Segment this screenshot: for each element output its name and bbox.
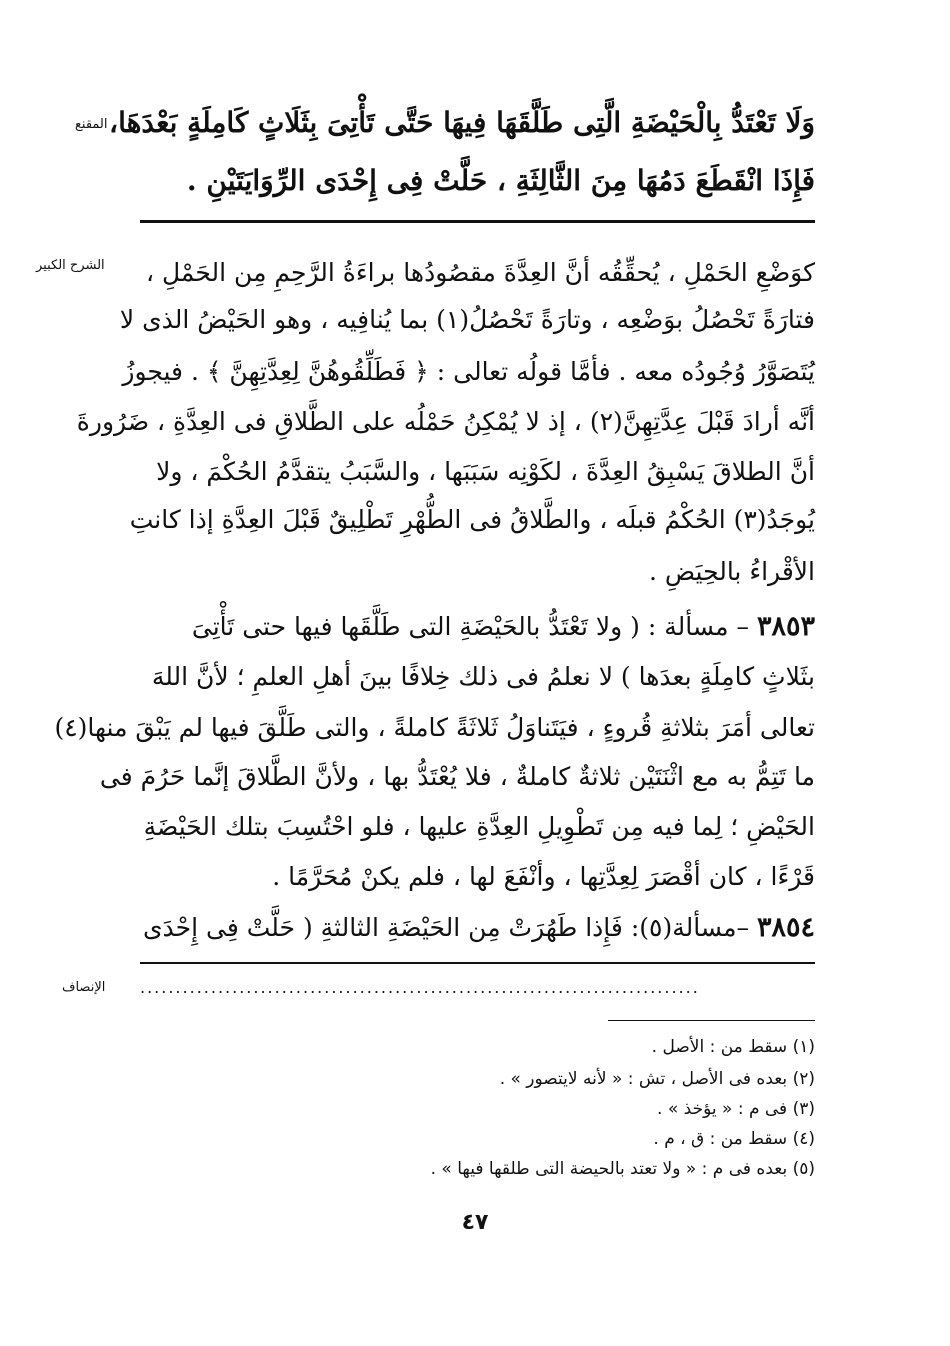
masala-3853-line-6: قَرْءًا ، كان أقْصَرَ لِعِدَّتِها ، وأنْفَعَ لها ، فلم يكنْ مُحَرَّمًا . [272,862,815,891]
sharh-line-3: يُتَصَوَّرُ وُجُودُه معه . فأمَّا قولُه تعالى : ﴿ فَطَلِّقُوهُنَّ لِعِدَّتِهِنَّ ﴾ . فيجوزُ [122,357,815,386]
label-insaf: الإنصاف [62,980,106,995]
sharh-line-6: يُوجَدُ(٣) الحُكْمُ قبلَه ، والطَّلاقُ فى الطُّهْرِ تَطْلِيقٌ قَبْلَ العِدَّةِ إذا كانتِ [129,505,815,534]
footnote-5: (٥) بعده فى م : « ولا تعتد بالحيضة التى طلقها فيها » . [430,1159,815,1179]
footnote-3: (٣) فى م : « يؤخذ » . [657,1099,815,1119]
masala-3853-number: ٣٨٥٣ [756,611,815,642]
footnote-2: (٢) بعده فى الأصل ، تش : « لأنه لايتصور » . [499,1069,815,1089]
label-sharh-kabir: الشرح الكبير [36,258,105,273]
masala-3854-text: –مسألة(٥): فَإِذا طَهُرَتْ مِن الحَيْضَةِ الثالثةِ ( حَلَّتْ فِى إِحْدَى [142,913,750,942]
masala-3853-line-3: تعالى أمَرَ بثلاثةِ قُروءٍ ، فيَتَناوَلُ ثَلاثَةً كاملةً ، والتى طَلَّقَ فيها لم يَبْقَ منها(٤) [54,713,815,742]
masala-3854-number: ٣٨٥٤ [756,912,815,943]
section-divider [140,220,815,223]
page-number: ٤٧ [461,1210,489,1235]
footnote-separator [608,1020,815,1021]
masala-3853-line-2: بثَلاثٍ كامِلَةٍ بعدَها ) لا نعلمُ فى ذلك خِلافًا بينَ أهلِ العلمِ ؛ لأنَّ اللهَ [151,662,815,691]
masala-3853-line-4: ما تَتِمُّ به مع اثْنَتَيْن ثلاثةٌ كاملةٌ ، فلا يُعْتَدُّ بها ، ولأنَّ الطَّلاقَ إنَّما حَرُمَ فى [99,762,815,791]
masala-3853-heading [192,612,815,642]
insaf-dotted-line: ............................................................................... [140,978,700,997]
footnote-1: (١) سقط من : الأصل . [651,1037,815,1057]
sharh-line-1: كوَضْعِ الحَمْلِ ، يُحقِّقُه أنَّ العِدَّةَ مقصُودُها براءَةُ الرَّحِمِ مِن الحَمْلِ ، [145,258,815,287]
matn-line-2: فَإِذَا انْقَطَعَ دَمُهَا مِنَ الثَّالِثَةِ ، حَلَّتْ فِى إِحْدَى الرِّوَايَتَيْنِ . [186,164,815,197]
sharh-line-4: أنَّه أرادَ قَبْلَ عِدَّتِهِنَّ(٢) ، إذ لا يُمْكِنُ حَمْلُه على الطَّلاقِ فى العِدَّةِ ، ضَرُورةَ [76,407,815,436]
insaf-divider [140,962,815,964]
footnote-4: (٤) سقط من : ق ، م . [653,1129,815,1149]
masala-3853-line-5: الحَيْضِ ؛ لِما فيه مِن تَطْوِيلِ العِدَّةِ عليها ، فلو احْتُسِبَ بتلك الحَيْضَةِ [143,812,815,841]
sharh-line-2: فتارَةً تَحْصُلُ بوَضْعِه ، وتارَةً تَحْصُلُ(١) بما يُنافِيه ، وهو الحَيْضُ الذى لا [119,305,815,334]
masala-3854-heading [143,913,815,943]
sharh-line-5: أنَّ الطلاقَ يَسْبِقُ العِدَّةَ ، لكَوْنِه سَبَبَها ، والسَّبَبُ يتقدَّمُ الحُكْمَ ، ولا [156,457,815,486]
label-muqni: المقنع [75,117,108,132]
matn-line-1: وَلَا تَعْتَدُّ بِالْحَيْضَةِ الَّتِى طَلَّقَهَا فِيهَا حَتَّى تَأْتِىَ بِثَلَاثٍ كَامِلَةٍ بَعْدَهَا، [109,106,815,139]
masala-3853-first-line: – مسألة : ( ولا تَعْتَدُّ بالحَيْضَةِ التى طَلَّقَها فيها حتى تَأْتِىَ [191,612,750,641]
sharh-line-7: الأقْراءُ بالحِيَضِ . [649,557,815,586]
